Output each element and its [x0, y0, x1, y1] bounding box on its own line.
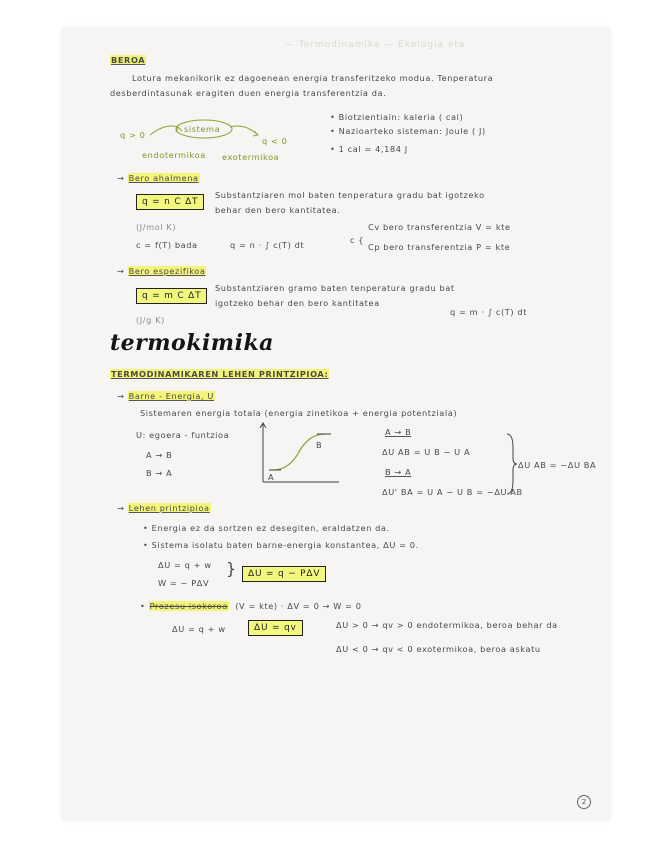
units-gram: (J/g K) [136, 315, 165, 325]
principle-bullet-2: • Sistema isolatu baten barne-energia konstantea, ΔU = 0. [143, 540, 419, 550]
lehen-printzipioa-label: → Lehen printzipioa [117, 503, 210, 513]
unit-bullet-3: • 1 cal = 4,184 J [330, 144, 408, 154]
path-b-to-a: B → A [146, 468, 173, 478]
right-brace [505, 432, 519, 496]
formula-du-qv: ΔU = qv [248, 620, 303, 636]
endotermikoa-label: endotermikoa [142, 150, 206, 160]
endo-line: ΔU > 0 → qv > 0 endotermikoa, beroa behar da [336, 620, 558, 630]
unit-bullet-2: • Nazioarteko sisteman: Joule ( J) [330, 126, 486, 136]
graph-point-b: B [316, 440, 323, 450]
cp-line: Cp bero transferentzia P = kte [368, 242, 511, 252]
cv-line: Cv bero transferentzia V = kte [368, 222, 511, 232]
units-mol: (J/mol K) [136, 222, 177, 232]
isokoro-line: • Prozesu isokoroa (V = kte) · ΔV = 0 → W = 0 [140, 601, 362, 611]
path-a-to-b: A → B [146, 450, 173, 460]
eq-ab: ΔU AB = U B − U A [382, 447, 471, 457]
q-negative: q < 0 [262, 136, 288, 146]
eq-result: ΔU AB = −ΔU BA [518, 460, 597, 470]
formula-heat-capacity: q = n C ΔT [136, 194, 204, 210]
beroa-definition-2: desberdintasunak eragiten duen energia transferentzia da. [110, 88, 387, 98]
integral-mol: q = n · ∫ c(T) dt [230, 240, 305, 250]
bero-ahalmena-heading: → Bero ahalmena [117, 173, 199, 183]
barne-energia-desc: Sistemaren energia totala (energia zinetikoa + energia potentziala) [140, 408, 458, 418]
graph-point-a: A [268, 472, 275, 482]
w-p-dv: W = − PΔV [158, 578, 210, 588]
principle-bullet-1: • Energia ez da sortzen ez desegiten, eraldatzen da. [143, 523, 390, 533]
brace-symbol: } [226, 559, 237, 578]
termokimika-title: termokimika [110, 330, 274, 356]
eq-ba: ΔU' BA = U A − U B = −ΔU AB [382, 487, 523, 497]
c-function-line: c = f(T) bada [136, 240, 198, 250]
egoera-funtzioa: U: egoera - funtzioa [136, 430, 230, 440]
eq-ba-head: B → A [385, 467, 412, 477]
lehen-printzipioa-heading: TERMODINAMIKAREN LEHEN PRINTZIPIOA: [111, 369, 329, 379]
sistema-label: sistema [184, 124, 221, 134]
esp-desc-2: igotzeko behar den bero kantitatea [215, 298, 380, 308]
formula-specific-heat: q = m C ΔT [136, 288, 207, 304]
unit-bullet-1: • Biotzientiain: kaleria ( cal) [330, 112, 464, 122]
page-number: 2 [577, 795, 591, 809]
du-iso: ΔU = q + w [172, 624, 226, 634]
exo-line: ΔU < 0 → qv < 0 exotermikoa, beroa askatu [336, 644, 541, 654]
esp-desc-1: Substantziaren gramo baten tenperatura gradu bat [215, 283, 455, 293]
ghost-heading: — Termodinamika — Ekologia eta [285, 40, 466, 50]
exotermikoa-label: exotermikoa [222, 152, 280, 162]
integral-gram: q = m · ∫ c(T) dt [450, 307, 528, 317]
formula-du-box: ΔU = q − PΔV [242, 566, 326, 582]
eq-ab-head: A → B [385, 427, 412, 437]
bero-espezifikoa-heading: → Bero espezifikoa [117, 266, 206, 276]
q-positive: q > 0 [120, 130, 146, 140]
du-q-w: ΔU = q + w [158, 560, 212, 570]
ahalmena-desc-1: Substantziaren mol baten tenperatura gradu bat igotzeko [215, 190, 485, 200]
beroa-heading: BEROA [111, 55, 146, 65]
ahalmena-desc-2: behar den bero kantitatea. [215, 205, 341, 215]
barne-energia-heading: → Barne - Energia, U [117, 391, 215, 401]
beroa-definition-1: Lotura mekanikorik ez dagoenean energia transferitzeko modua. Tenperatura [132, 73, 494, 83]
c-brace-prefix: c { [350, 235, 365, 245]
